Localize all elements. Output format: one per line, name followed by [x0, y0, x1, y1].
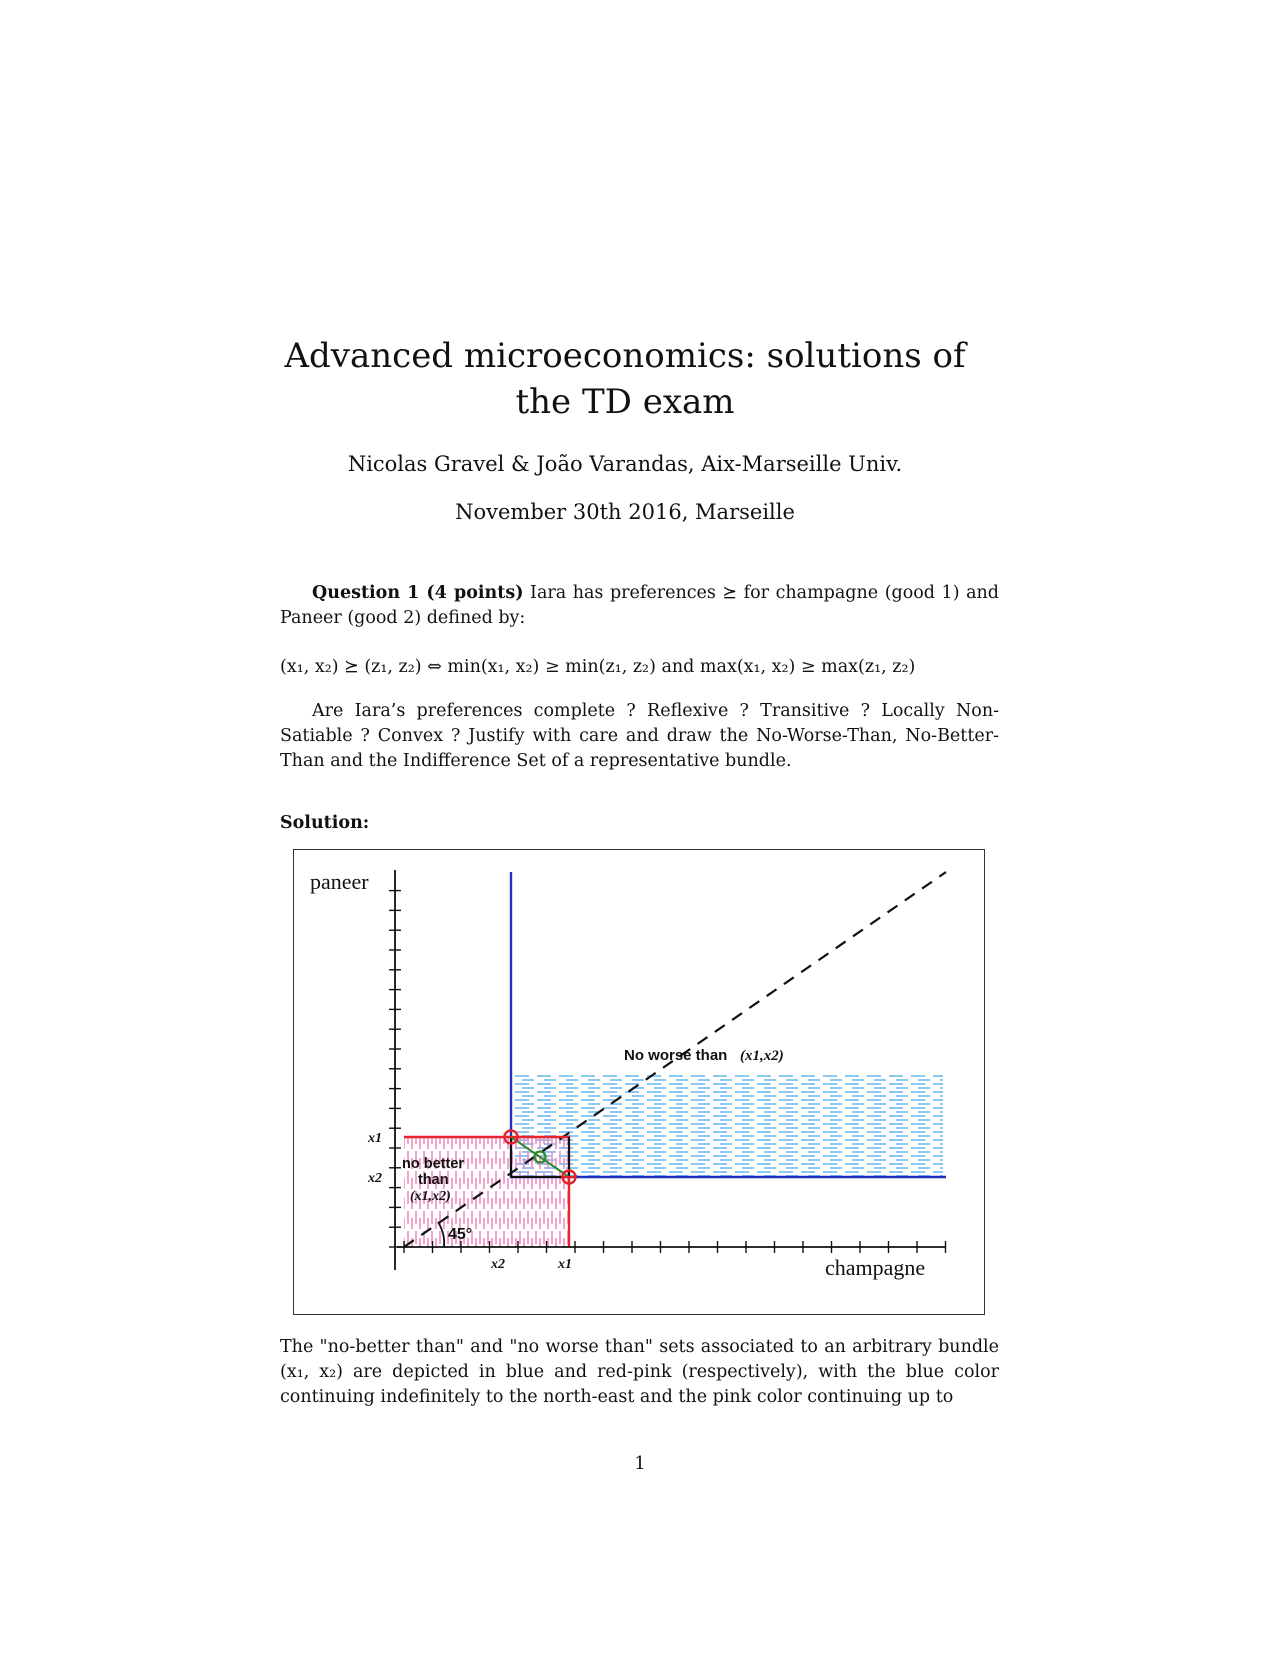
x-tick-label-x1: x1 [558, 1257, 572, 1272]
preference-formula: (x₁, x₂) ⪰ (z₁, z₂) ⇔ min(x₁, x₂) ≥ min(z₁, z₂) and max(x₁, x₂) ≥ max(z₁, z₂) [280, 657, 916, 677]
date: November 30th 2016, Marseille [455, 500, 795, 524]
no-better-label-2: than [418, 1172, 449, 1188]
y-tick-label-x2: x2 [368, 1171, 382, 1186]
authors: Nicolas Gravel & João Varandas, Aix-Marseille Univ. [347, 452, 903, 476]
x-axis-label: champagne [825, 1255, 926, 1280]
no-worse-than-region [511, 1075, 943, 1177]
no-better-bundle: (x1,x2) [410, 1189, 451, 1204]
question-intro: Iara has preferences ⪰ for champagne (good 1) and Paneer (good 2) defined by: [280, 583, 999, 628]
y-tick-label-x1: x1 [368, 1131, 382, 1146]
x-tick-label-x2: x2 [491, 1257, 505, 1272]
question-paragraph [280, 581, 999, 631]
question-label: Question 1 (4 points) [312, 583, 524, 603]
solution-label: Solution: [280, 813, 370, 833]
angle-label: 45° [448, 1226, 473, 1243]
preference-figure [293, 849, 985, 1315]
page-number: 1 [634, 1453, 646, 1474]
question-body: Are Iara’s preferences complete ? Reflexive ? Transitive ? Locally Non-Satiable ? Convex ? Justify with care and draw the No-Worse-Than, No-Better-Than and the Indifference Set of a representative bundle. [280, 701, 999, 771]
figure-svg [294, 850, 984, 1314]
no-worse-bundle: (x1,x2) [740, 1048, 784, 1064]
no-better-label-1: no better [402, 1156, 465, 1172]
page-title: Advanced microeconomics: solutions of the TD exam [284, 336, 966, 422]
no-worse-label: No worse than [624, 1047, 728, 1064]
figure-caption: The "no-better than" and "no worse than" sets associated to an arbitrary bundle (x₁, x₂) are depicted in blue and red-pink (respectively), with the blue color continuing indefinitely to the north-east and the pink color continuing up to [280, 1337, 999, 1407]
y-axis-label: paneer [310, 869, 369, 894]
